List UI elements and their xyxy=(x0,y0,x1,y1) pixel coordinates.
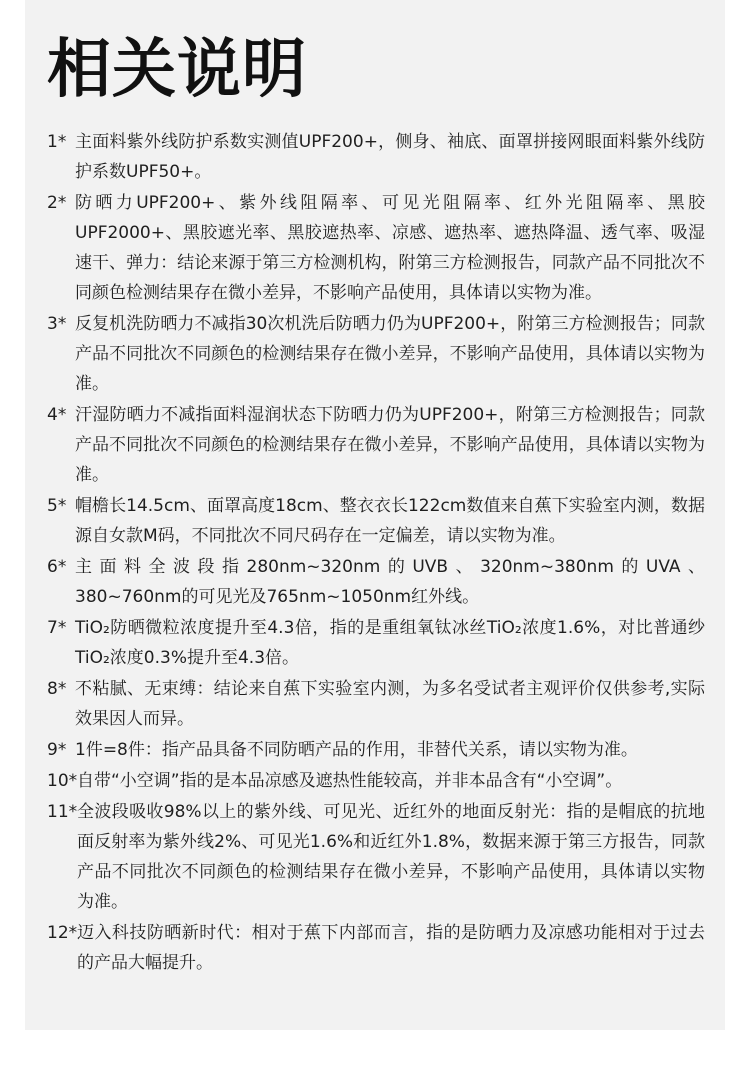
note-number: 9* xyxy=(47,740,67,760)
list-item xyxy=(47,188,705,308)
list-item xyxy=(47,552,705,612)
note-text: 反复机洗防晒力不减指30次机洗后防晒力仍为UPF200+，附第三方检测报告；同款产品不同批次不同颜色的检测结果存在微小差异，不影响产品使用，具体请以实物为准。 xyxy=(75,314,705,394)
page-title: 相关说明 xyxy=(47,33,307,107)
note-text: 帽檐长14.5cm、面罩高度18cm、整衣衣长122cm数值来自蕉下实验室内测，数据源自女款M码，不同批次不同尺码存在一定偏差，请以实物为准。 xyxy=(75,496,705,546)
note-number: 10* xyxy=(47,771,78,791)
list-item xyxy=(47,400,705,490)
note-text: 主面料紫外线防护系数实测值UPF200+，侧身、袖底、面罩拼接网眼面料紫外线防护系数UPF50+。 xyxy=(75,132,705,182)
note-number: 12* xyxy=(47,923,78,943)
note-number: 2* xyxy=(47,193,67,213)
list-item xyxy=(47,491,705,551)
notes-list xyxy=(47,127,705,979)
note-text: 自带“小空调”指的是本品凉感及遮热性能较高，并非本品含有“小空调”。 xyxy=(77,771,623,791)
note-text: TiO₂防晒微粒浓度提升至4.3倍，指的是重组氧钛冰丝TiO₂浓度1.6%，对比普通纱TiO₂浓度0.3%提升至4.3倍。 xyxy=(75,618,705,668)
list-item xyxy=(47,735,705,765)
note-number: 11* xyxy=(47,802,78,822)
note-number: 1* xyxy=(47,132,67,152)
note-text: 全波段吸收98%以上的紫外线、可见光、近红外的地面反射光：指的是帽底的抗地面反射率为紫外线2%、可见光1.6%和近红外1.8%，数据来源于第三方报告，同款产品不同批次不同颜色的检测结果存在微小差异，不影响产品使用，具体请以实物为准。 xyxy=(77,802,705,912)
list-item xyxy=(47,674,705,734)
list-item xyxy=(47,613,705,673)
list-item xyxy=(47,127,705,187)
note-number: 4* xyxy=(47,405,67,425)
note-text: 防晒力UPF200+、紫外线阻隔率、可见光阻隔率、红外光阻隔率、黑胶UPF2000+、黑胶遮光率、黑胶遮热率、凉感、遮热率、遮热降温、透气率、吸湿速干、弹力：结论来源于第三方检测机构，附第三方检测报告，同款产品不同批次不同颜色检测结果存在微小差异，不影响产品使用，具体请以实物为准。 xyxy=(75,193,705,303)
list-item xyxy=(47,766,705,796)
list-item xyxy=(47,309,705,399)
note-text: 1件=8件：指产品具备不同防晒产品的作用，非替代关系，请以实物为准。 xyxy=(75,740,638,760)
list-item xyxy=(47,918,705,978)
note-number: 7* xyxy=(47,618,67,638)
note-number: 8* xyxy=(47,679,67,699)
note-number: 6* xyxy=(47,557,67,577)
note-text: 不粘腻、无束缚：结论来自蕉下实验室内测，为多名受试者主观评价仅供参考,实际效果因人而异。 xyxy=(75,679,705,729)
note-text: 汗湿防晒力不减指面料湿润状态下防晒力仍为UPF200+，附第三方检测报告；同款产品不同批次不同颜色的检测结果存在微小差异，不影响产品使用，具体请以实物为准。 xyxy=(75,405,705,485)
note-number: 3* xyxy=(47,314,67,334)
note-number: 5* xyxy=(47,496,67,516)
list-item xyxy=(47,797,705,917)
note-text: 迈入科技防晒新时代：相对于蕉下内部而言，指的是防晒力及凉感功能相对于过去的产品大幅提升。 xyxy=(77,923,705,973)
note-text: 主面料全波段指280nm~320nm的UVB、320nm~380nm的UVA、380~760nm的可见光及765nm~1050nm红外线。 xyxy=(75,557,705,607)
